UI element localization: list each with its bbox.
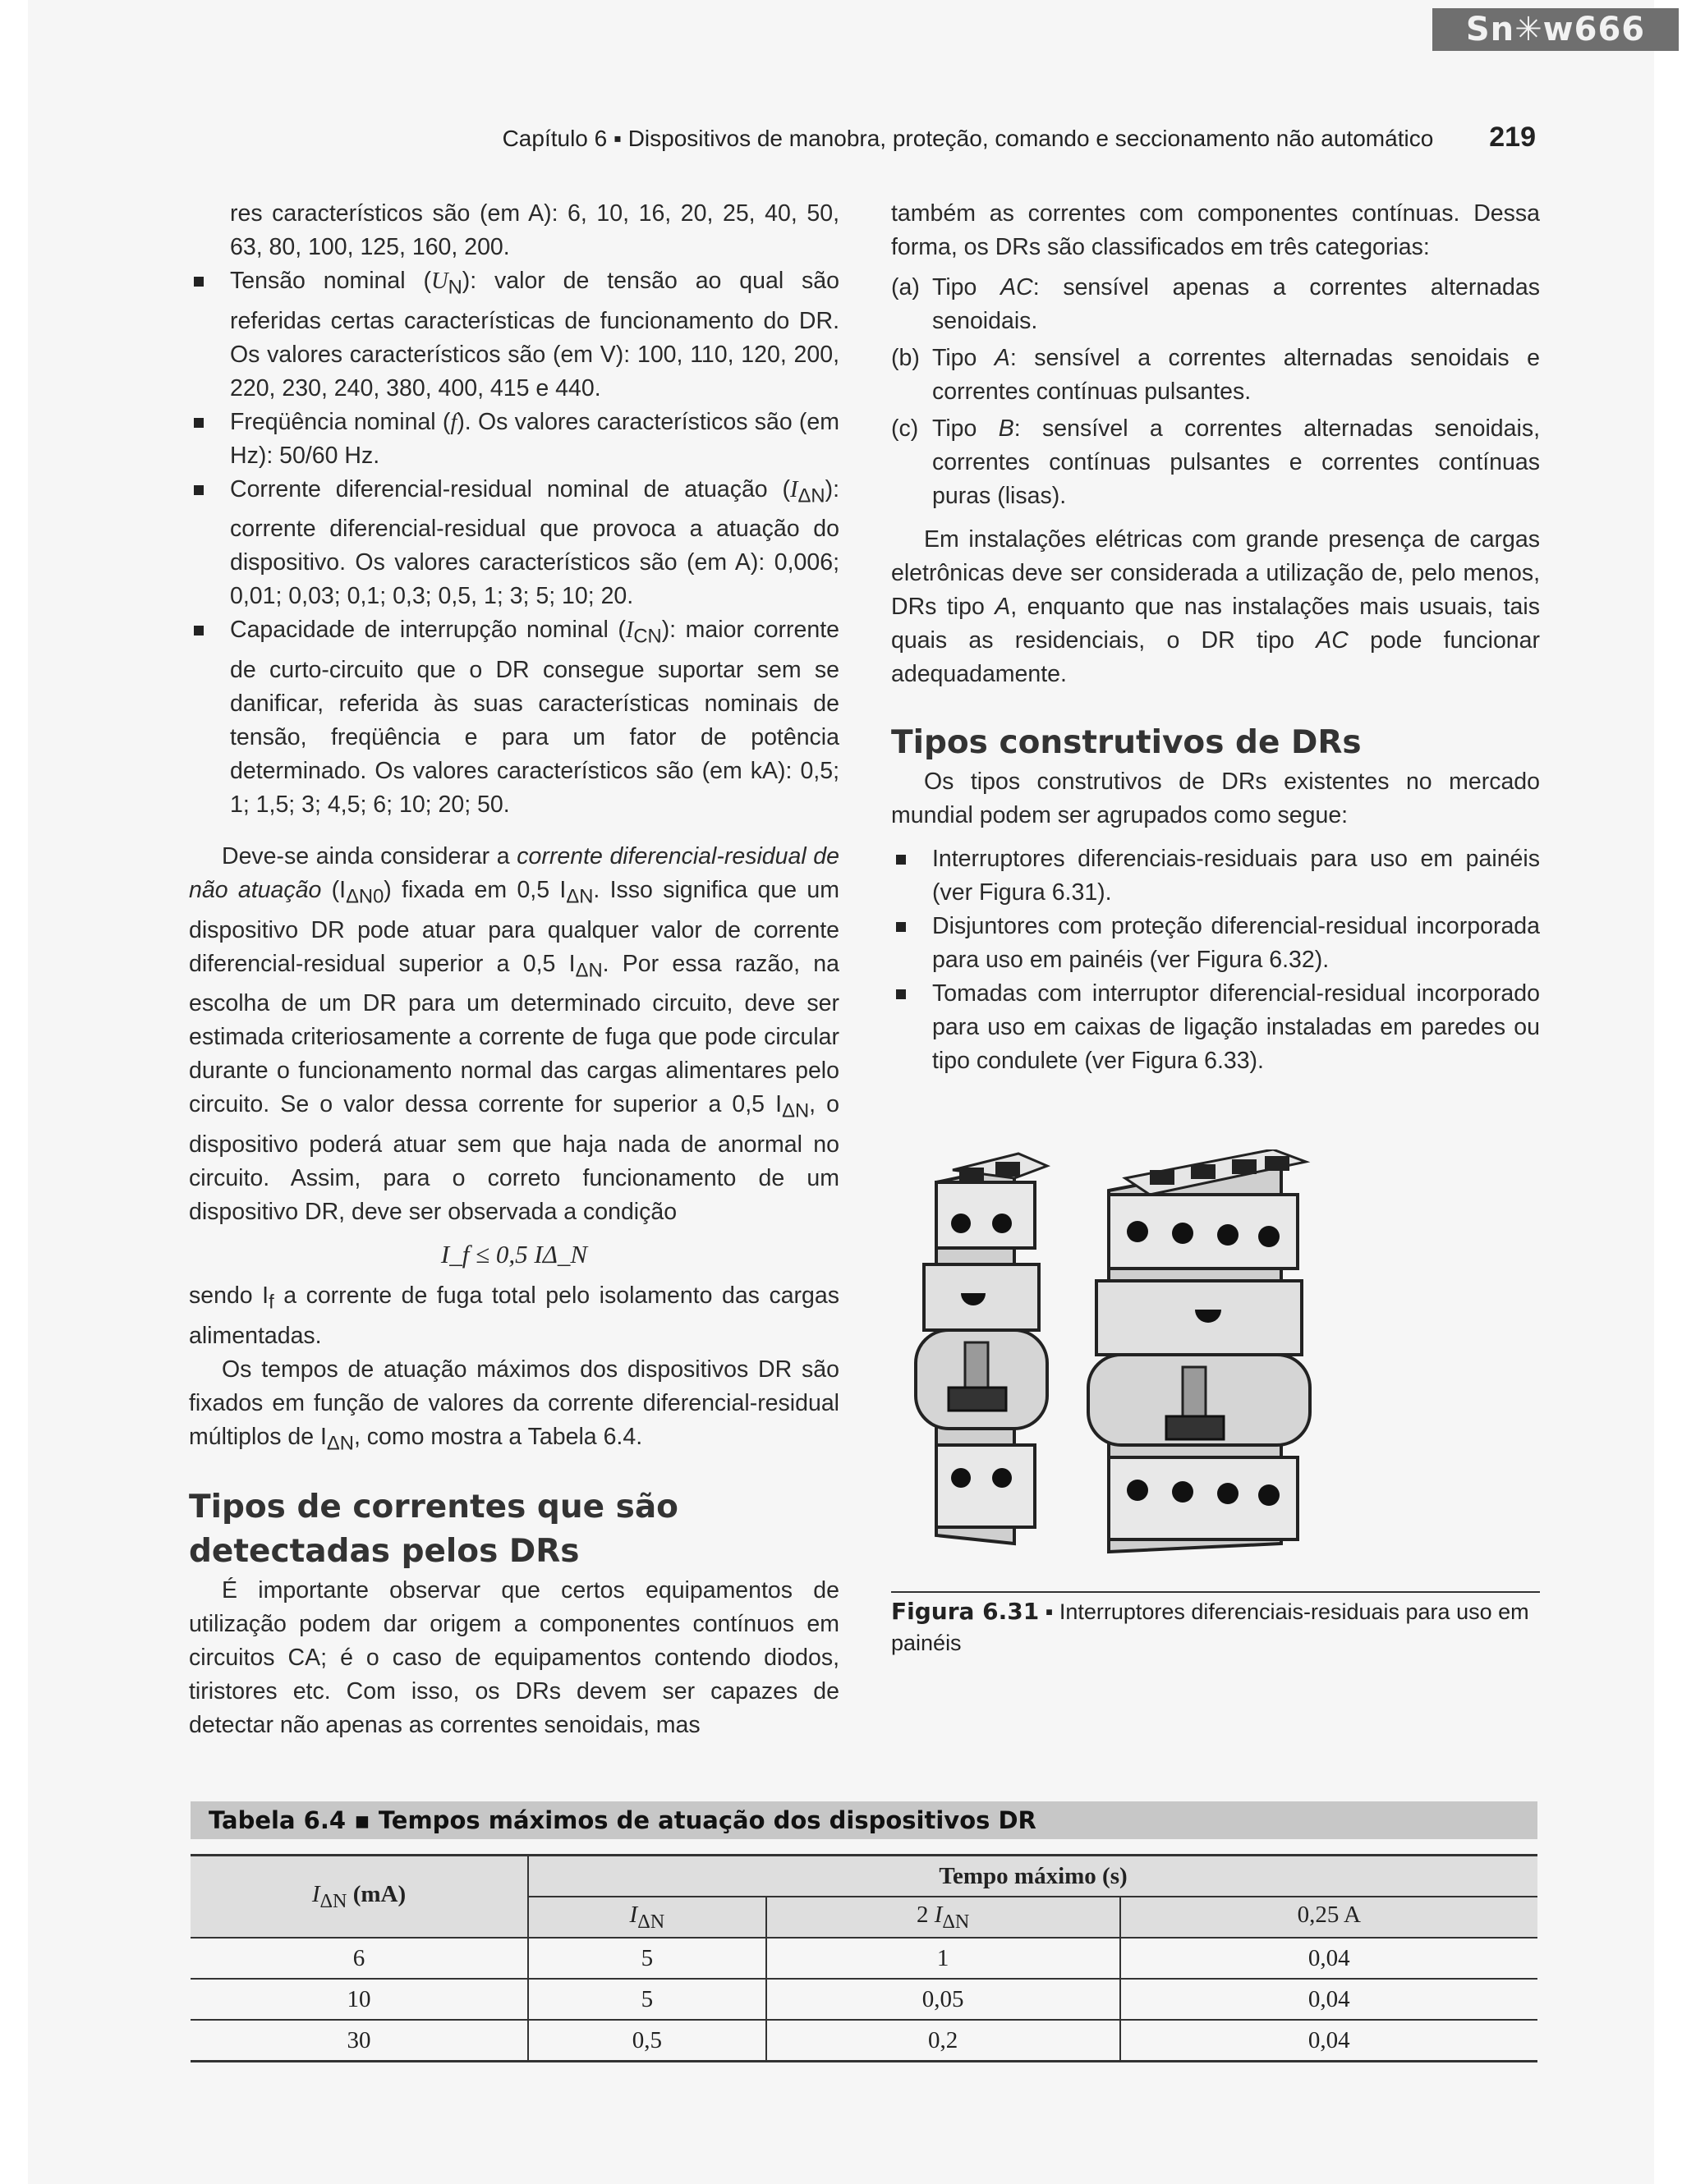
- table-cell: 30: [191, 2020, 528, 2062]
- paragraph: sendo $I_f$ a corrente de fuga total pelo isolamento das cargas alimentadas.: [189, 1282, 839, 1349]
- table-cell: 5: [528, 1979, 766, 2020]
- figure-caption: [891, 1596, 1540, 1659]
- column-header: $I_{\Delta N}$: [528, 1897, 766, 1938]
- right-column: [891, 197, 1540, 1078]
- left-column: [189, 197, 839, 1742]
- table-title: Tabela 6.4 ▪ Tempos máximos de atuação dos dispositivos DR: [191, 1801, 1537, 1839]
- list-item: Disjuntores com proteção diferencial-residual incorporada para uso em painéis (ver Figura 6.32).: [891, 910, 1540, 977]
- table-cell: 1: [766, 1938, 1120, 1979]
- list-item: Tensão nominal $(U_N)$: valor de tensão ao qual são referidas certas características de funcionamento do DR. Os valores característicos são (em V): 100, 110, 120, 200, 220, 230, 240, 380, 400, 415 e 440.: [189, 264, 839, 406]
- paragraph: Em instalações elétricas com grande presença de cargas eletrônicas deve ser considerada a utilização de, pelo menos, DRs tipo A, enquanto que nas instalações mais usuais, tais quais as residenciais, o DR tipo AC pode funcionar adequadamente.: [891, 526, 1540, 687]
- column-header: 2 $I_{\Delta N}$: [766, 1897, 1120, 1938]
- paragraph: res característicos são (em A): 6, 10, 16, 20, 25, 40, 50, 63, 80, 100, 125, 160, 200.: [230, 200, 839, 260]
- two-pole-rcd-illustration: [916, 1154, 1047, 1544]
- formula: I_f ≤ 0,5 IΔ_N: [440, 1240, 588, 1269]
- table-cell: 0,04: [1120, 1938, 1537, 1979]
- section-heading: Tipos construtivos de DRs: [891, 724, 1362, 761]
- table-row: [191, 1938, 1537, 1979]
- four-pole-rcd-illustration: [1088, 1149, 1310, 1552]
- paragraph: Os tempos de atuação máximos dos dispositivos DR são fixados em função de valores da corrente diferencial-residual múltiplos de $I_{\Delta N}$, como mostra a Tabela 6.4.: [189, 1356, 839, 1455]
- running-header: [164, 122, 1536, 154]
- figure-label: Figura 6.31: [891, 1598, 1040, 1625]
- table-cell: 5: [528, 1938, 766, 1979]
- paragraph: também as correntes com componentes contínuas. Dessa forma, os DRs são classificados em três categorias:: [891, 200, 1540, 260]
- paragraph: Deve-se ainda considerar a corrente diferencial-residual de não atuação $(I_{\Delta N0})$ fixada em 0,5 $I_{\Delta N}$. Isso significa que um dispositivo DR pode atuar para qualquer valor de corrente diferencial-residual superior a 0,5 $I_{\Delta N}$. Por essa razão, na escolha de um DR para um determinado circuito, deve ser estimada criteriosamente a corrente de fuga que pode circular durante o funcionamento normal das cargas alimentares pelo circuito. Se o valor dessa corrente for superior a 0,5 $I_{\Delta N}$, o dispositivo poderá atuar sem que haja nada de anormal no circuito. Assim, para o correto funcionamento de um dispositivo DR, deve ser observada a condição: [189, 843, 840, 1226]
- response-time-table: [191, 1854, 1537, 2062]
- characteristics-list: [189, 264, 839, 822]
- table-cell: 0,04: [1120, 1979, 1537, 2020]
- list-item: (c) Tipo B: sensível a correntes alternadas senoidais, correntes contínuas pulsantes e correntes contínuas puras (lisas).: [891, 415, 1540, 509]
- figure-rule: [891, 1591, 1540, 1593]
- column-header: 0,25 A: [1120, 1897, 1537, 1938]
- list-item: (b) Tipo A: sensível a correntes alternadas senoidais e correntes contínuas pulsantes.: [891, 345, 1540, 405]
- watermark-logo: Sn✳w666: [1432, 8, 1679, 51]
- list-item: (a) Tipo AC: sensível apenas a correntes alternadas senoidais.: [891, 274, 1540, 334]
- list-item: Interruptores diferenciais-residuais para uso em painéis (ver Figura 6.31).: [891, 842, 1540, 910]
- table-cell: 10: [191, 1979, 528, 2020]
- chapter-title: Capítulo 6 ▪ Dispositivos de manobra, proteção, comando e seccionamento não automático: [502, 126, 1434, 151]
- table-row: [191, 2020, 1537, 2062]
- table-cell: 0,05: [766, 1979, 1120, 2020]
- construction-types-list: [891, 842, 1540, 1078]
- figure-text: ▪ Interruptores diferenciais-residuais para uso em painéis: [891, 1599, 1529, 1655]
- list-item: Freqüência nominal (f). Os valores característicos são (em Hz): 50/60 Hz.: [189, 406, 839, 473]
- section-heading: Tipos de correntes que são detectadas pelos DRs: [189, 1488, 678, 1570]
- paragraph: Os tipos construtivos de DRs existentes no mercado mundial podem ser agrupados como segue:: [891, 769, 1540, 828]
- paragraph: É importante observar que certos equipamentos de utilização podem dar origem a componentes contínuos em circuitos CA; é o caso de equipamentos contendo diodos, tiristores etc. Com isso, os DRs devem ser capazes de detectar não apenas as correntes senoidais, mas: [189, 1576, 839, 1738]
- list-item: Tomadas com interruptor diferencial-residual incorporado para uso em caixas de ligação instaladas em paredes ou tipo condulete (ver Figura 6.33).: [891, 977, 1540, 1078]
- group-header-cell: Tempo máximo (s): [528, 1856, 1537, 1897]
- list-item: Capacidade de interrupção nominal $(I_{CN})$: maior corrente de curto-circuito que o DR consegue suportar sem se danificar, referida às suas características nominais de tensão, freqüência e para um fator de potência determinado. Os valores característicos são (em kA): 0,5; 1; 1,5; 3; 4,5; 6; 10; 20; 50.: [189, 613, 839, 822]
- table-cell: 0,2: [766, 2020, 1120, 2062]
- table-cell: 0,5: [528, 2020, 766, 2062]
- table-cell: 6: [191, 1938, 528, 1979]
- row-header-cell: $I_{\Delta N}$ (mA): [191, 1856, 528, 1939]
- list-item: Corrente diferencial-residual nominal de atuação $(I_{\Delta N})$: corrente diferencial-residual que provoca a atuação do dispositivo. Os valores característicos são (em A): 0,006; 0,01; 0,03; 0,1; 0,3; 0,5, 1; 3; 5; 10; 20.: [189, 473, 839, 614]
- category-list: [891, 271, 1540, 513]
- page-number: 219: [1489, 122, 1536, 153]
- table-row: [191, 1979, 1537, 2020]
- table-cell: 0,04: [1120, 2020, 1537, 2062]
- rcd-devices-illustration: [912, 1149, 1487, 1568]
